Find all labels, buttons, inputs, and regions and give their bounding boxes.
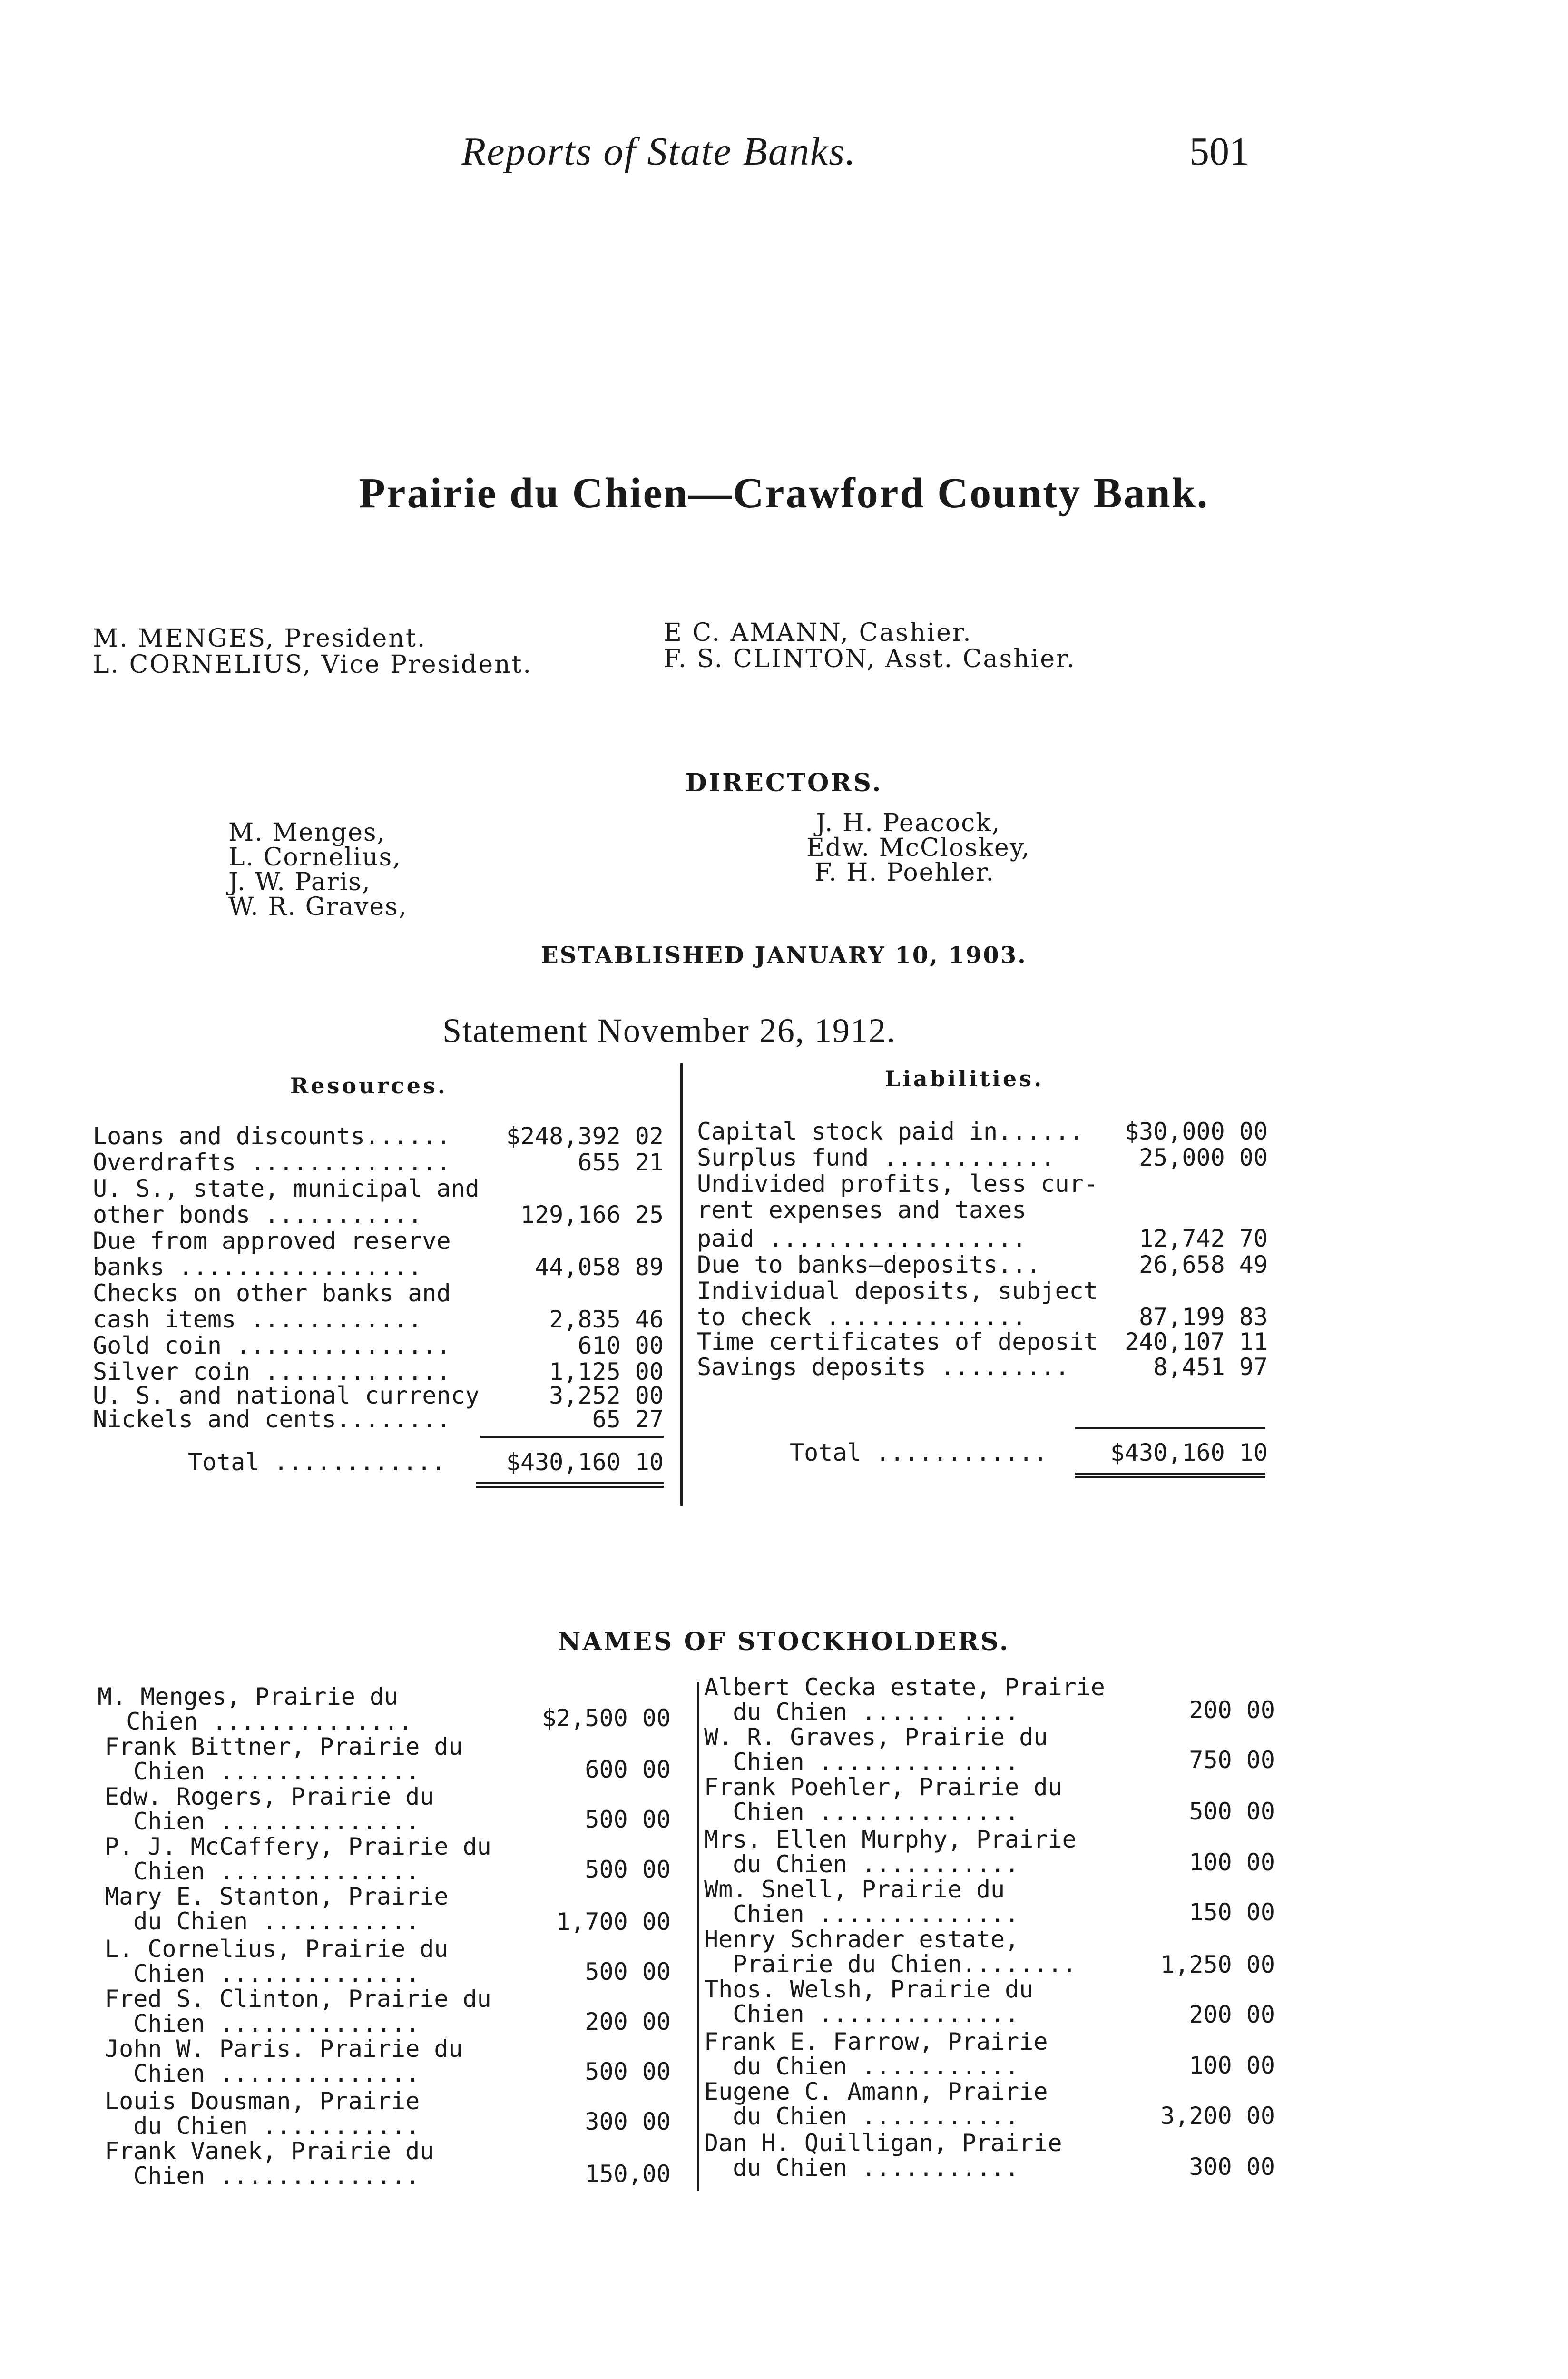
stockholder-amount: 150 00 <box>1189 1898 1275 1926</box>
statement-title: Statement November 26, 1912. <box>442 1012 896 1050</box>
liability-label: Due to banks—deposits... <box>697 1251 1041 1278</box>
director-item: Edw. McCloskey, <box>806 834 1030 862</box>
resource-label: Nickels and cents........ <box>93 1406 451 1433</box>
resource-amount: $248,392 02 <box>506 1122 664 1150</box>
liability-row <box>697 1304 1268 1330</box>
stockholder-amount: 100 00 <box>1189 1848 1275 1876</box>
officer-vice-president: L. CORNELIUS, Vice President. <box>93 650 532 679</box>
liability-amount: 12,742 70 <box>1139 1225 1268 1252</box>
resource-row <box>93 1332 664 1359</box>
resource-row <box>93 1123 664 1150</box>
stockholder-amount: 200 00 <box>1189 2001 1275 2028</box>
stockholder-name: Eugene C. Amann, Prairie du Chien ........... <box>704 2078 1048 2130</box>
director-item: F. H. Poehler. <box>814 858 995 887</box>
liability-row <box>697 1170 1268 1197</box>
stockholder-amount: 500 00 <box>1189 1798 1275 1825</box>
liability-total-label: Total ............ <box>790 1439 1048 1466</box>
resource-label: U. S. and national currency <box>93 1382 480 1409</box>
liability-row <box>697 1354 1268 1380</box>
director-item: L. Cornelius, <box>228 843 402 872</box>
stockholders-heading: NAMES OF STOCKHOLDERS. <box>558 1627 1010 1656</box>
resource-amount: 44,058 89 <box>535 1253 664 1281</box>
liability-row <box>697 1144 1268 1171</box>
resource-row <box>93 1254 664 1280</box>
liability-label: Undivided profits, less cur- <box>697 1170 1098 1198</box>
stockholder-amount: 750 00 <box>1189 1746 1275 1774</box>
liability-row <box>697 1328 1268 1355</box>
stockholder-name: Mrs. Ellen Murphy, Prairie du Chien ........... <box>704 1826 1077 1878</box>
total-rule <box>480 1436 664 1438</box>
liabilities-heading: Liabilities. <box>885 1066 1044 1091</box>
resource-row <box>93 1175 664 1202</box>
resource-label: other bonds ........... <box>93 1201 422 1229</box>
stockholder-name: W. R. Graves, Prairie du Chien .............. <box>704 1723 1048 1776</box>
resource-amount: 610 00 <box>578 1332 664 1359</box>
liability-label: to check .............. <box>697 1303 1027 1331</box>
liability-amount: 8,451 97 <box>1153 1353 1268 1381</box>
stockholder-amount: 500 00 <box>585 2058 671 2085</box>
resource-row <box>93 1280 664 1307</box>
stockholder-amount: 200 00 <box>1189 1696 1275 1724</box>
liability-row <box>697 1251 1268 1278</box>
stockholder-name: Frank E. Farrow, Prairie du Chien ........... <box>704 2028 1048 2080</box>
stockholder-amount: 300 00 <box>1189 2153 1275 2181</box>
stockholder-name: Albert Cecka estate, Prairie du Chien ...... .... <box>704 1673 1105 1726</box>
resource-row <box>93 1306 664 1333</box>
resource-label: cash items ............ <box>93 1306 422 1333</box>
resource-label: Loans and discounts...... <box>93 1122 451 1150</box>
officer-president: M. MENGES, President. <box>93 624 427 653</box>
stockholder-name: P. J. McCaffery, Prairie du Chien .............. <box>105 1833 491 1885</box>
liability-amount: $30,000 00 <box>1124 1118 1268 1145</box>
liability-label: paid .................. <box>697 1225 1027 1252</box>
stockholder-name: Frank Bittner, Prairie du Chien .............. <box>105 1733 463 1785</box>
director-item: J. W. Paris, <box>228 868 371 896</box>
resources-heading: Resources. <box>290 1073 448 1099</box>
resource-label: Checks on other banks and <box>93 1279 451 1307</box>
stockholder-amount: 500 00 <box>585 1958 671 1986</box>
resource-row <box>93 1358 664 1385</box>
resource-label: U. S., state, municipal and <box>93 1175 480 1202</box>
resource-row <box>93 1228 664 1254</box>
officer-asst-cashier: F. S. CLINTON, Asst. Cashier. <box>664 645 1076 673</box>
liability-label: Savings deposits ......... <box>697 1353 1069 1381</box>
resource-row <box>93 1201 664 1228</box>
resource-total-row <box>188 1449 664 1475</box>
resource-row <box>93 1149 664 1176</box>
stockholder-amount: 100 00 <box>1189 2052 1275 2079</box>
stockholder-name: John W. Paris. Prairie du Chien .............. <box>105 2035 463 2087</box>
directors-heading: DIRECTORS. <box>685 768 883 797</box>
resource-total-amount: $430,160 10 <box>506 1448 664 1476</box>
liability-row <box>697 1225 1268 1252</box>
liability-amount: 87,199 83 <box>1139 1303 1268 1331</box>
liability-label: Individual deposits, subject <box>697 1277 1098 1305</box>
stockholder-amount: 200 00 <box>585 2008 671 2035</box>
resource-total-label: Total ............ <box>188 1448 446 1476</box>
resource-amount: 655 21 <box>578 1149 664 1176</box>
resource-amount: 3,252 00 <box>549 1382 664 1409</box>
double-rule <box>1075 1473 1265 1478</box>
stockholder-name: Louis Dousman, Prairie du Chien ........... <box>105 2087 420 2140</box>
liability-amount: 26,658 49 <box>1139 1251 1268 1278</box>
stockholder-amount: 300 00 <box>585 2108 671 2135</box>
resource-label: Silver coin ............. <box>93 1358 451 1386</box>
liability-amount: 240,107 11 <box>1124 1328 1268 1356</box>
liability-label: rent expenses and taxes <box>697 1196 1027 1224</box>
stockholder-amount: 600 00 <box>585 1756 671 1783</box>
stockholder-amount: 150,00 <box>585 2160 671 2188</box>
double-rule <box>476 1482 664 1488</box>
stockholder-column-divider <box>697 1682 699 2191</box>
resource-label: banks ................. <box>93 1253 422 1281</box>
established-date: ESTABLISHED JANUARY 10, 1903. <box>541 942 1027 969</box>
resource-row <box>93 1382 664 1409</box>
stockholder-amount: $2,500 00 <box>542 1704 671 1732</box>
stockholder-amount: 500 00 <box>585 1856 671 1883</box>
resource-row <box>93 1406 664 1433</box>
column-divider <box>680 1063 683 1506</box>
stockholder-name: Frank Vanek, Prairie du Chien .............. <box>105 2137 434 2190</box>
bank-title: Prairie du Chien—Crawford County Bank. <box>359 470 1209 517</box>
liability-row <box>697 1278 1268 1304</box>
liability-label: Capital stock paid in...... <box>697 1118 1084 1145</box>
liability-row <box>697 1118 1268 1145</box>
stockholder-name: L. Cornelius, Prairie du Chien .............. <box>105 1935 449 1987</box>
director-item: J. H. Peacock, <box>816 809 1001 837</box>
stockholder-amount: 1,700 00 <box>556 1908 671 1936</box>
resource-amount: 2,835 46 <box>549 1306 664 1333</box>
stockholder-name: Henry Schrader estate, Prairie du Chien........ <box>704 1926 1077 1978</box>
stockholder-name: Mary E. Stanton, Prairie du Chien ........... <box>105 1883 449 1935</box>
resource-amount: 65 27 <box>592 1406 664 1433</box>
stockholder-name: Thos. Welsh, Prairie du Chien .............. <box>704 1976 1034 2028</box>
stockholder-name: Frank Poehler, Prairie du Chien .............. <box>704 1773 1062 1826</box>
director-item: W. R. Graves, <box>228 893 408 921</box>
resource-amount: 1,125 00 <box>549 1358 664 1386</box>
liability-row <box>697 1197 1268 1223</box>
resource-label: Due from approved reserve <box>93 1227 451 1255</box>
stockholder-name: Wm. Snell, Prairie du Chien .............. <box>704 1876 1019 1928</box>
liability-label: Time certificates of deposit <box>697 1328 1098 1356</box>
resource-label: Overdrafts .............. <box>93 1149 451 1176</box>
stockholder-amount: 3,200 00 <box>1160 2102 1275 2130</box>
stockholder-name: Dan H. Quilligan, Prairie du Chien ........... <box>704 2129 1062 2182</box>
stockholder-name: Fred S. Clinton, Prairie du Chien .............. <box>105 1985 491 2037</box>
officer-cashier: E C. AMANN, Cashier. <box>664 619 972 647</box>
stockholder-amount: 500 00 <box>585 1806 671 1833</box>
page-number: 501 <box>1189 129 1249 174</box>
stockholder-name: M. Menges, Prairie du Chien .............. <box>98 1683 413 1735</box>
stockholder-amount: 1,250 00 <box>1160 1951 1275 1978</box>
liability-label: Surplus fund ............ <box>697 1144 1055 1171</box>
director-item: M. Menges, <box>228 818 386 847</box>
resource-label: Gold coin ............... <box>93 1332 451 1359</box>
resource-amount: 129,166 25 <box>520 1201 664 1229</box>
stockholder-name: Edw. Rogers, Prairie du Chien .............. <box>105 1783 434 1835</box>
running-title: Reports of State Banks. <box>461 129 856 174</box>
liability-amount: 25,000 00 <box>1139 1144 1268 1171</box>
liability-total-row <box>790 1439 1268 1466</box>
total-rule <box>1075 1427 1265 1429</box>
liability-total-amount: $430,160 10 <box>1110 1439 1268 1466</box>
